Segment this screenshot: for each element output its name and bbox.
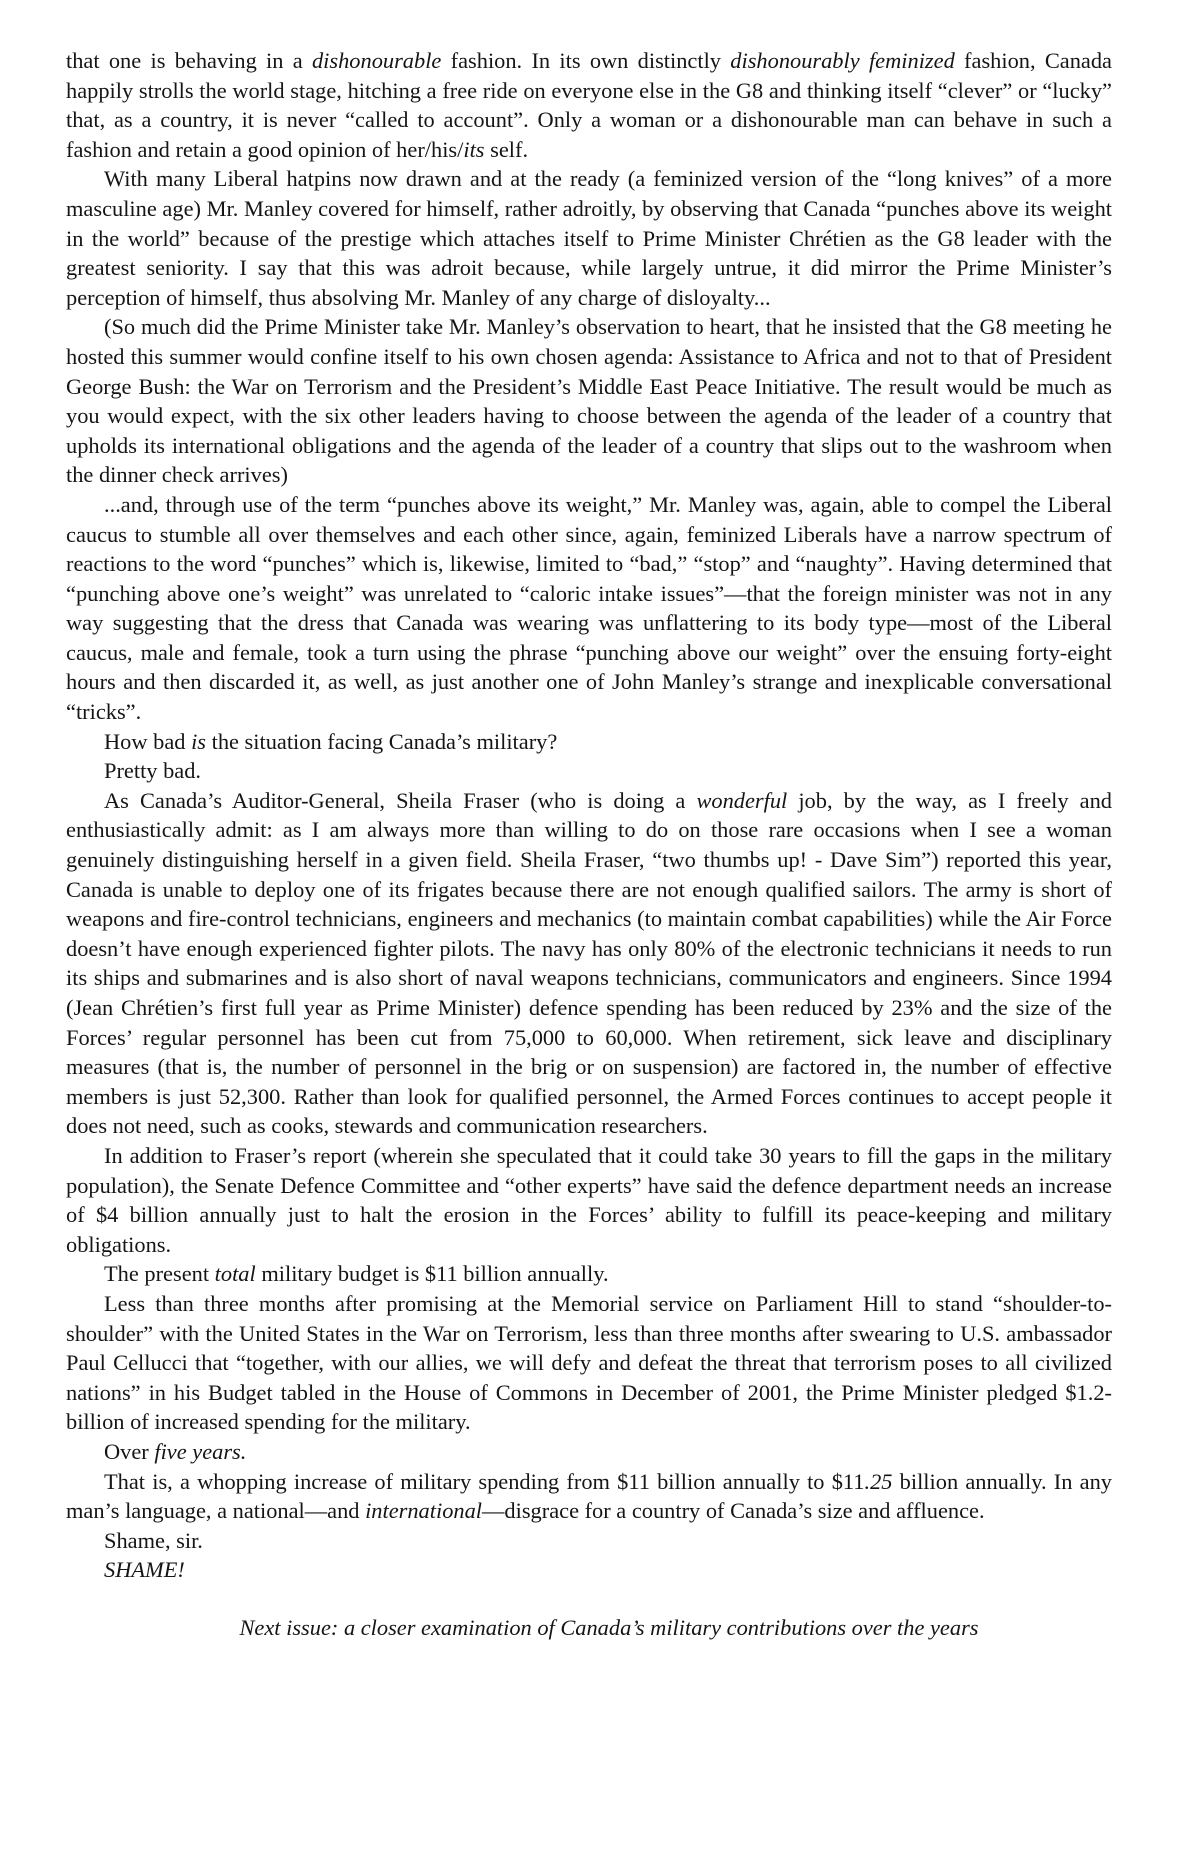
body-text: billion annually. In any man’s language, a national—and [66, 1468, 1112, 1524]
body-text: In addition to Fraser’s report (wherein she speculated that it could take 30 years to fill the gaps in the military population), the Senate Defence Committee and “other experts” have said the defence department needs an increase of $4 billion annually just to halt the erosion in the Forces’ ability to fulfill its peace-keeping and military obligations. [66, 1142, 1112, 1257]
article-paragraph [66, 164, 1112, 312]
article-body [66, 46, 1112, 1585]
article-paragraph [66, 490, 1112, 727]
body-text: (So much did the Prime Minister take Mr. Manley’s observation to heart, that he insisted that the G8 meeting he hosted this summer would confine itself to his own chosen agenda: Assistance to Africa and not to that of President George Bush: the War on Terrorism and the President’s Middle East Peace Initiative. The result would be much as you would expect, with the six other leaders having to choose between the agenda of the leader of a country that upholds its international obligations and the agenda of the leader of a country that slips out to the washroom when the dinner check arrives) [66, 314, 1112, 488]
body-text: Less than three months after promising at the Memorial service on Parliament Hill to stand “shoulder-to-shoulder” with the United States in the War on Terrorism, less than three months after swearing to U.S. ambassador Paul Cellucci that “together, with our allies, we will defy and defeat the threat that terrorism poses to all civilized nations” in his Budget tabled in the House of Commons in December of 2001, the Prime Minister pledged $1.2-billion of increased spending for the military. [66, 1290, 1112, 1435]
article-paragraph [66, 46, 1112, 164]
body-text: ...and, through use of the term “punches above its weight,” Mr. Manley was, again, able to compel the Liberal caucus to stumble all over themselves and each other since, again, feminized Liberals have a narrow spectrum of reactions to the word “punches” which is, likewise, limited to “bad,” “stop” and “naughty”. Having determined that “punching above one’s weight” was unrelated to “caloric intake issues”—that the foreign minister was not in any way suggesting that the dress that Canada was wearing was unflattering to its body type—most of the Liberal caucus, male and female, took a turn using the phrase “punching above our weight” over the ensuing forty-eight hours and then discarded it, as well, as just another one of John Manley’s strange and inexplicable conversational “tricks”. [66, 491, 1112, 725]
emphasis-text: international [365, 1498, 483, 1524]
body-text: job, by the way, as I freely and enthusiastically admit: as I am always more than willing to do on those rare occasions when I see a woman genuinely distinguishing herself in a given field. Sheila Fraser, “two thumbs up! - Dave Sim”) reported this year, Canada is unable to deploy one of its frigates because there are not enough qualified sailors. The army is short of weapons and fire-control technicians, engineers and mechanics (to maintain combat capabilities) while the Air Force doesn’t have enough experienced fighter pilots. The navy has only 80% of the electronic technicians it needs to run its ships and submarines and is also short of naval weapons technicians, communicators and engineers. Since 1994 (Jean Chrétien’s first full year as Prime Minister) defence spending has been reduced by 23% and the size of the Forces’ regular personnel has been cut from 75,000 to 60,000. When retirement, sick leave and disciplinary measures (that is, the number of personnel in the brig or on suspension) are factored in, the number of effective members is just 52,300. Rather than look for qualified personnel, the Armed Forces continues to accept people it does not need, such as cooks, stewards and communication researchers. [66, 787, 1112, 1139]
emphasis-text: total [214, 1261, 256, 1287]
body-text: fashion. In its own distinctly [441, 48, 731, 73]
article-paragraph [66, 1289, 1112, 1437]
body-text: Pretty bad. [104, 758, 202, 784]
body-text: military budget is $11 billion annually. [255, 1261, 609, 1287]
body-text: The present [104, 1261, 215, 1287]
emphasis-text: dishonourably feminized [730, 48, 955, 73]
emphasis-text: wonderful [696, 787, 788, 813]
emphasis-text: five years. [154, 1438, 247, 1464]
body-text: As Canada’s Auditor-General, Sheila Fraser (who is doing a [104, 787, 697, 813]
article-paragraph [66, 756, 1112, 786]
emphasis-text: SHAME! [104, 1557, 185, 1583]
article-paragraph [66, 1259, 1112, 1289]
emphasis-text: its [463, 136, 485, 162]
article-paragraph [66, 727, 1112, 757]
article-paragraph [66, 1526, 1112, 1556]
body-text: That is, a whopping increase of military spending from $11 billion annually to $11 [104, 1468, 865, 1494]
article-paragraph [66, 786, 1112, 1141]
body-text: How bad [104, 728, 192, 754]
article-paragraph [66, 1437, 1112, 1467]
body-text: self. [484, 136, 529, 162]
article-paragraph [66, 1467, 1112, 1526]
body-text: —disgrace for a country of Canada’s size and affluence. [482, 1498, 985, 1524]
article-paragraph [66, 1555, 1112, 1585]
body-text: With many Liberal hatpins now drawn and at the ready (a feminized version of the “long knives” of a more masculine age) Mr. Manley covered for himself, rather adroitly, by observing that Canada “punches above its weight in the world” because of the prestige which attaches itself to Prime Minister Chrétien as the G8 leader with the greatest seniority. I say that this was adroit because, while largely untrue, it did mirror the Prime Minister’s perception of himself, thus absolving Mr. Manley of any charge of disloyalty... [66, 166, 1112, 310]
body-text: the situation facing Canada’s military? [206, 728, 558, 754]
article-paragraph [66, 312, 1112, 490]
emphasis-text: is [191, 728, 206, 754]
emphasis-text: .25 [864, 1468, 893, 1494]
body-text: Shame, sir. [104, 1527, 203, 1553]
next-issue-footer: Next issue: a closer examination of Canada’s military contributions over the years [239, 1614, 979, 1640]
body-text: Over [104, 1438, 155, 1464]
article-paragraph [66, 1141, 1112, 1259]
body-text: that one is behaving in a [66, 48, 312, 73]
emphasis-text: dishonourable [311, 48, 442, 73]
body-text: fashion, Canada happily strolls the world stage, hitching a free ride on everyone else in the G8 and thinking itself “clever” or “lucky” that, as a country, it is never “called to account”. Only a woman or a dishonourable man can behave in such a fashion and retain a good opinion of her/his/ [66, 48, 1112, 162]
